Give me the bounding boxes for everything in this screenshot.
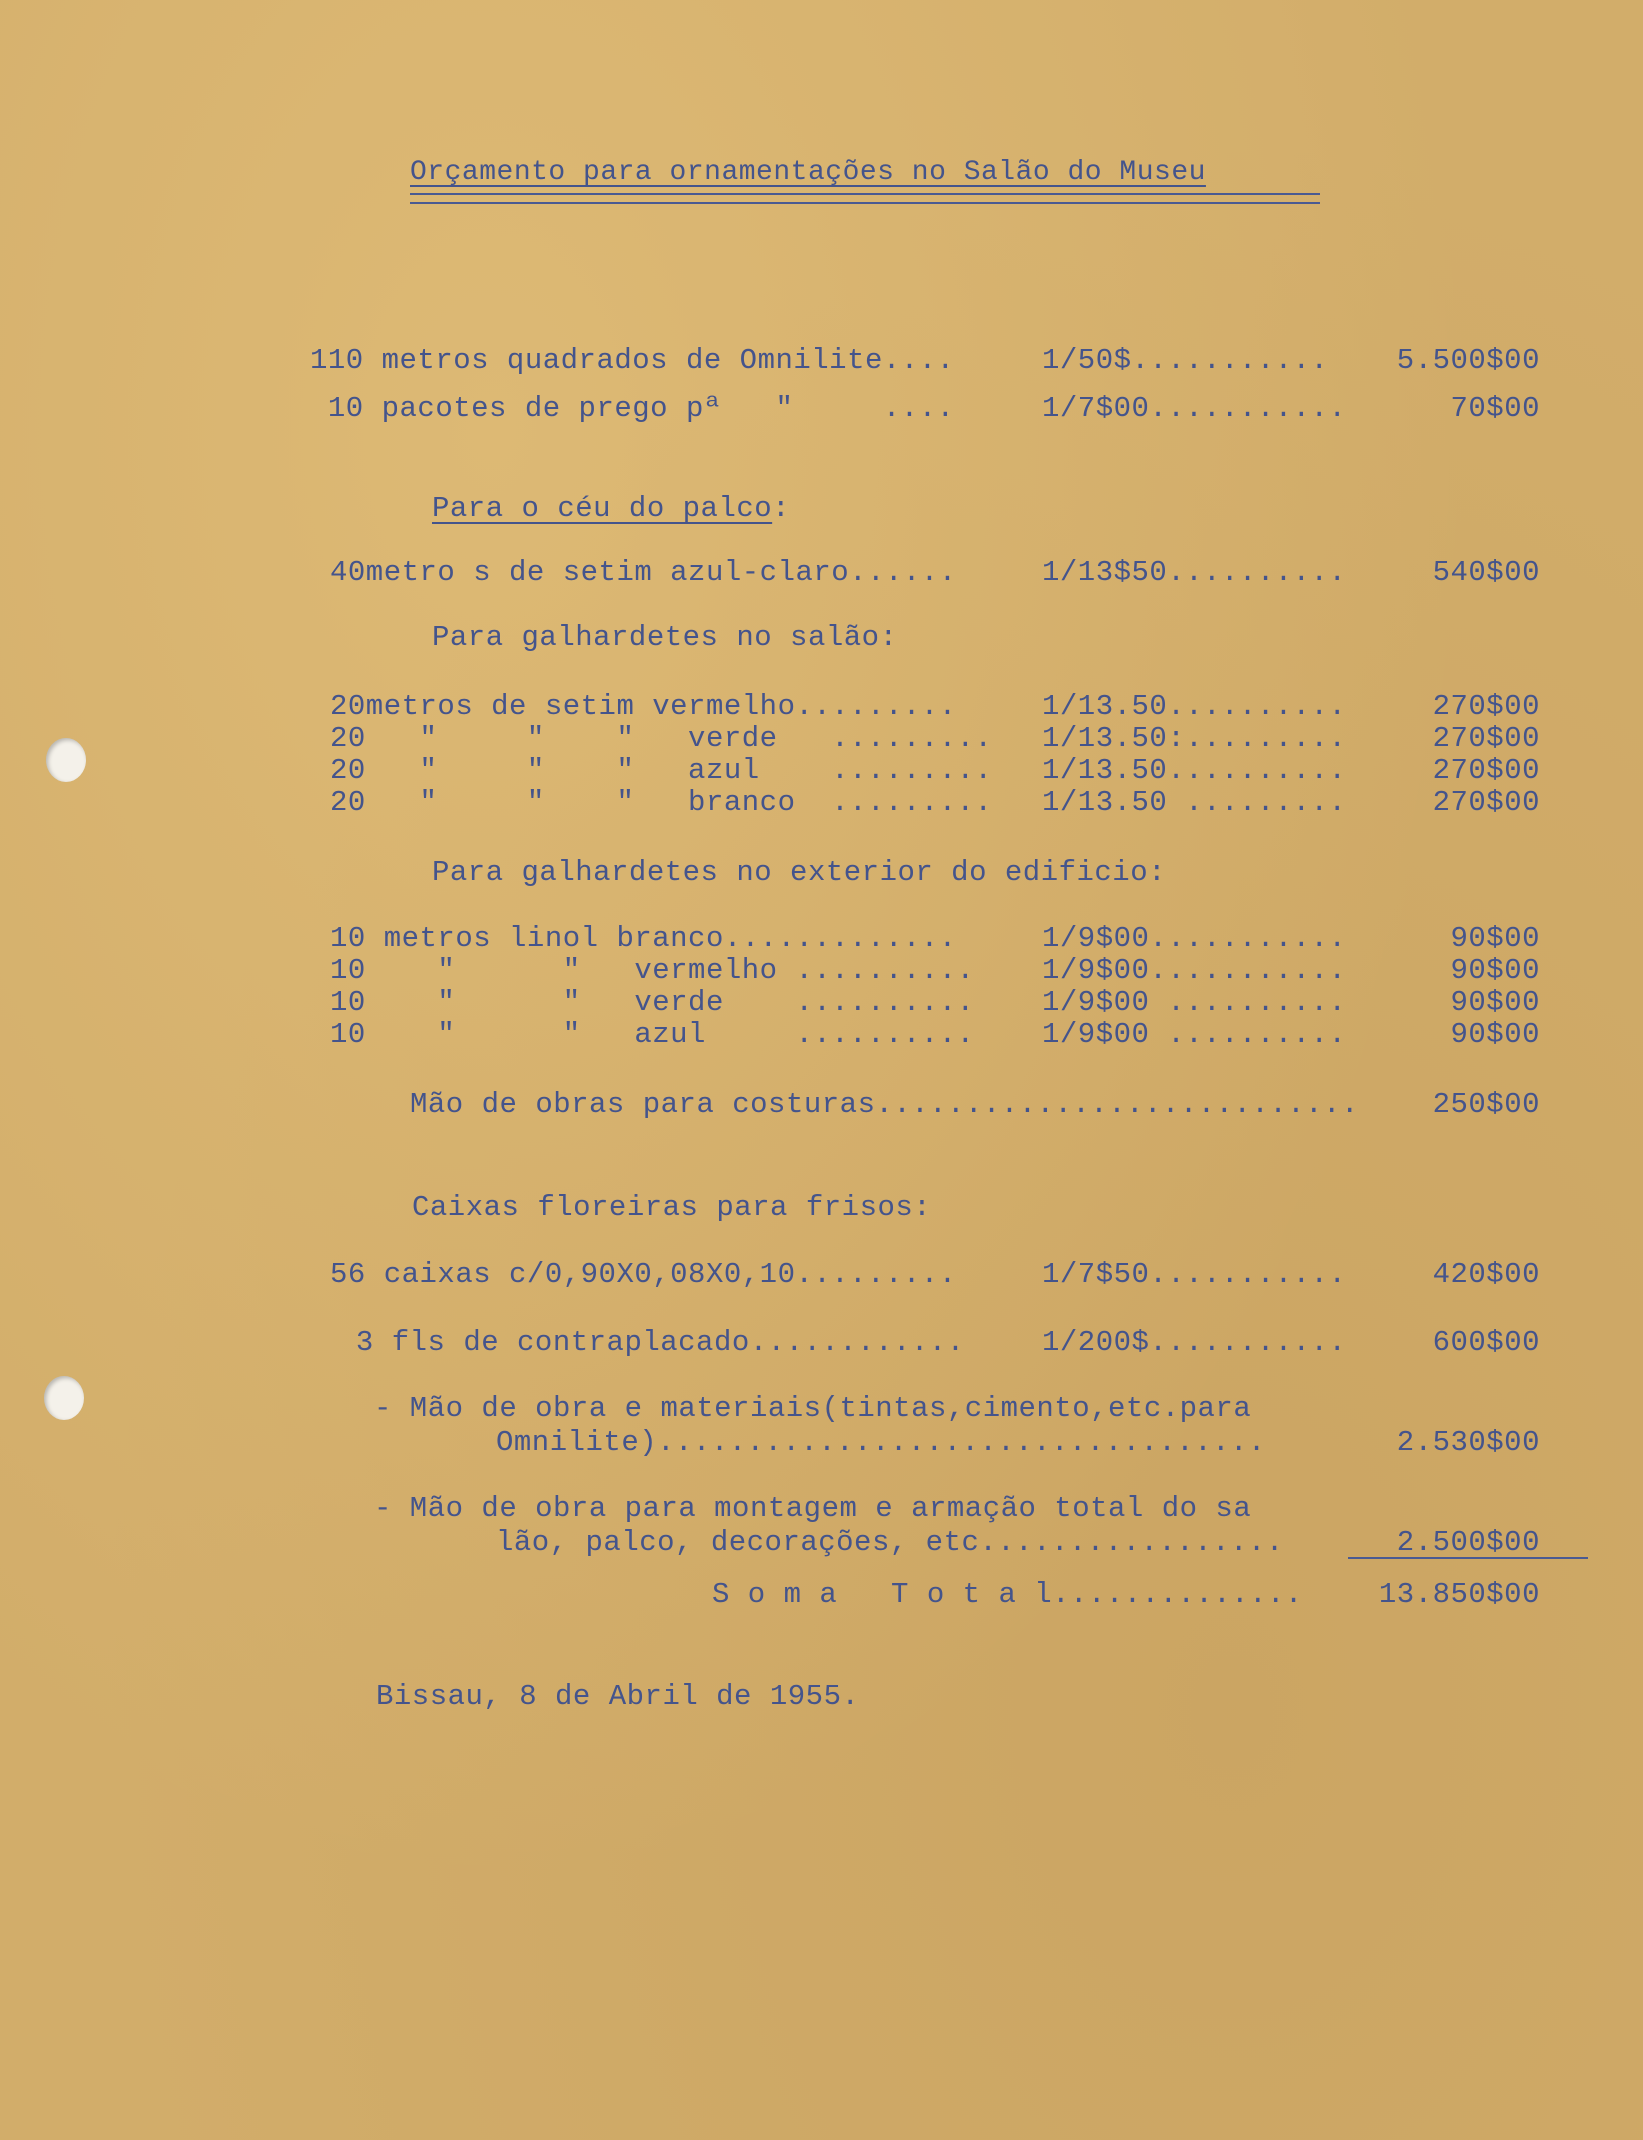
row-omnilite-desc: 110 metros quadrados de Omnilite....	[310, 344, 955, 377]
row-prego-unit: 1/7$00...........	[1042, 392, 1347, 425]
heading-ceu-palco-colon: :	[772, 492, 791, 525]
row-setim-vermelho-total: 270$00	[1432, 690, 1540, 723]
row-setim-branco-desc: 20 " " " branco .........	[330, 786, 993, 819]
title-double-underline	[410, 193, 1320, 204]
heading-ceu-palco-text: Para o céu do palco	[432, 492, 773, 525]
row-caixas-total: 420$00	[1432, 1258, 1540, 1291]
row-contraplacado-total: 600$00	[1432, 1326, 1540, 1359]
row-setim-verde-unit: 1/13.50:.........	[1042, 722, 1347, 755]
document-title: Orçamento para ornamentações no Salão do Museu	[410, 157, 1206, 188]
punch-hole	[46, 738, 86, 782]
row-mao-obra-montagem-line2: lão, palco, decorações, etc.................	[496, 1526, 1284, 1559]
row-caixas-unit: 1/7$50...........	[1042, 1258, 1347, 1291]
row-setim-branco-unit: 1/13.50 .........	[1042, 786, 1347, 819]
row-linol-branco-unit: 1/9$00...........	[1042, 922, 1347, 955]
row-linol-branco-desc: 10 metros linol branco.............	[330, 922, 957, 955]
row-setim-azul-unit: 1/13.50..........	[1042, 754, 1347, 787]
row-linol-verde-total: 90$00	[1450, 986, 1540, 1019]
place-date-line: Bissau, 8 de Abril de 1955.	[376, 1680, 860, 1713]
row-linol-vermelho-desc: 10 " " vermelho ..........	[330, 954, 975, 987]
heading-galhardetes-exterior: Para galhardetes no exterior do edificio:	[432, 856, 1167, 889]
soma-total-value: 13.850$00	[1378, 1578, 1540, 1611]
row-mao-obra-montagem-line1: - Mão de obra para montagem e armação total do sa	[374, 1492, 1252, 1525]
heading-galhardetes-salao: Para galhardetes no salão:	[432, 621, 898, 654]
row-setim-vermelho-unit: 1/13.50..........	[1042, 690, 1347, 723]
row-setim-azul-claro-total: 540$00	[1432, 556, 1540, 589]
row-prego-total: 70$00	[1450, 392, 1540, 425]
row-omnilite-unit: 1/50$...........	[1042, 344, 1329, 377]
heading-caixas-floreiras: Caixas floreiras para frisos:	[412, 1191, 932, 1224]
row-costuras-desc: Mão de obras para costuras...........................	[410, 1088, 1359, 1121]
row-setim-verde-total: 270$00	[1432, 722, 1540, 755]
row-linol-branco-total: 90$00	[1450, 922, 1540, 955]
row-costuras-total: 250$00	[1432, 1088, 1540, 1121]
row-setim-vermelho-desc: 20metros de setim vermelho.........	[330, 690, 957, 723]
row-mao-obra-montagem-total: 2.500$00	[1396, 1526, 1540, 1559]
row-linol-azul-desc: 10 " " azul ..........	[330, 1018, 975, 1051]
row-mao-obra-materiais-line2: Omnilite)..................................	[496, 1426, 1266, 1459]
row-mao-obra-materiais-line1: - Mão de obra e materiais(tintas,cimento,etc.para	[374, 1392, 1252, 1425]
row-setim-azul-desc: 20 " " " azul .........	[330, 754, 993, 787]
heading-ceu-palco	[432, 492, 790, 526]
row-mao-obra-materiais-total: 2.530$00	[1396, 1426, 1540, 1459]
soma-total-label: S o m a T o t a l..............	[712, 1578, 1303, 1611]
row-prego-desc: 10 pacotes de prego pª " ....	[310, 392, 955, 425]
total-underline	[1348, 1557, 1588, 1559]
row-contraplacado-unit: 1/200$...........	[1042, 1326, 1347, 1359]
row-contraplacado-desc: 3 fls de contraplacado............	[338, 1326, 965, 1359]
row-setim-branco-total: 270$00	[1432, 786, 1540, 819]
row-linol-azul-unit: 1/9$00 ..........	[1042, 1018, 1347, 1051]
row-linol-vermelho-unit: 1/9$00...........	[1042, 954, 1347, 987]
row-setim-verde-desc: 20 " " " verde .........	[330, 722, 993, 755]
row-linol-verde-unit: 1/9$00 ..........	[1042, 986, 1347, 1019]
row-linol-azul-total: 90$00	[1450, 1018, 1540, 1051]
row-linol-vermelho-total: 90$00	[1450, 954, 1540, 987]
row-setim-azul-claro-desc: 40metro s de setim azul-claro......	[330, 556, 957, 589]
row-setim-azul-total: 270$00	[1432, 754, 1540, 787]
row-omnilite-total: 5.500$00	[1396, 344, 1540, 377]
row-linol-verde-desc: 10 " " verde ..........	[330, 986, 975, 1019]
row-setim-azul-claro-unit: 1/13$50..........	[1042, 556, 1347, 589]
punch-hole	[44, 1376, 84, 1420]
row-caixas-desc: 56 caixas c/0,90X0,08X0,10.........	[330, 1258, 957, 1291]
